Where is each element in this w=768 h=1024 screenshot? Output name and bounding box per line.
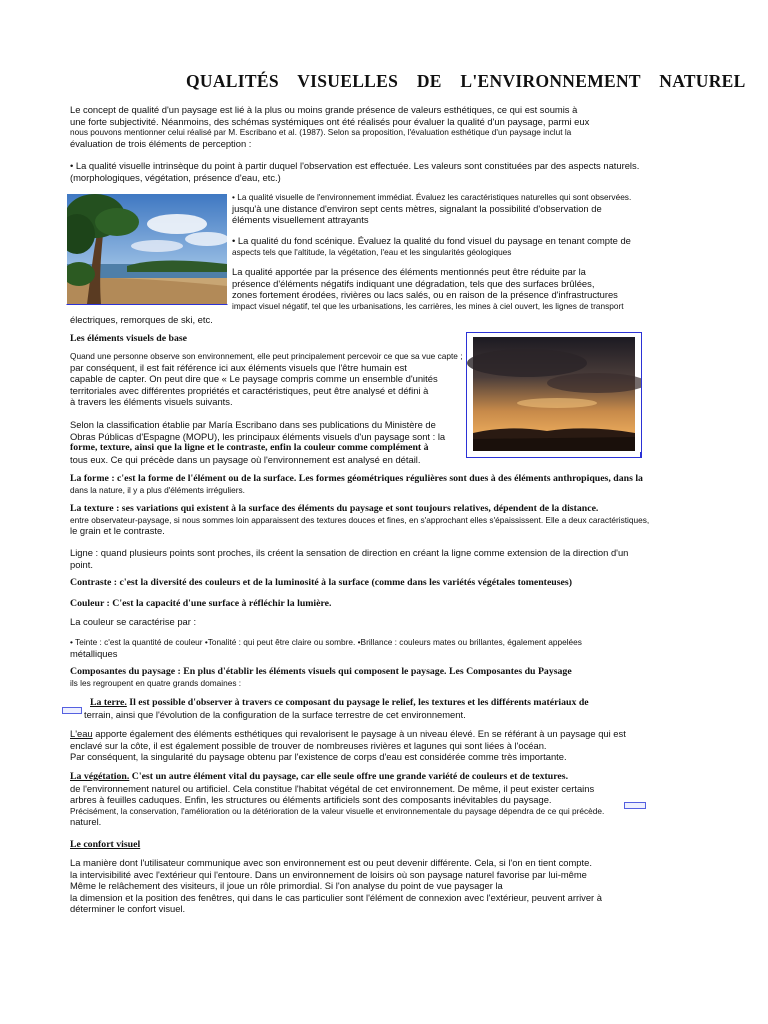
page-title: QUALITÉS VISUELLES DE L'ENVIRONNEMENT NATUREL bbox=[186, 71, 746, 91]
contraste-line: Contraste : c'est la diversité des couleurs et de la luminosité à la surface (comme dans les variétés végétales tomenteuses) bbox=[70, 577, 572, 588]
text-line: Par conséquent, la singularité du paysage obtenu par l'existence de corps d'eau est considérée comme très importante. bbox=[70, 751, 567, 763]
beach-tree-image bbox=[67, 194, 227, 304]
text-line: jusqu'à une distance d'environ sept cents mètres, signalant la possibilité d'observation de bbox=[232, 202, 602, 214]
text-line: Obras Públicas d'Espagne (MOPU), les principaux éléments visuels d'un paysage sont : la bbox=[70, 430, 446, 442]
text-line: Même le relâchement des visiteurs, il joue un rôle primordial. Si l'on analyse du point de vue paysager la bbox=[70, 880, 503, 892]
eau-paragraph bbox=[70, 728, 638, 763]
text-line: éléments visuellement attrayants bbox=[232, 214, 369, 226]
bullet-intrinsic bbox=[70, 160, 642, 183]
text-line: • La qualité visuelle intrinsèque du point à partir duquel l'observation est effectuée. Les valeurs sont constituées par des aspects naturels. bbox=[70, 160, 640, 171]
text-line: Il est possible d'observer à travers ce composant du paysage le relief, les textures et les différents matériaux de bbox=[126, 697, 589, 708]
couleur-line: Couleur : C'est la capacité d'une surface à réfléchir la lumière. bbox=[70, 598, 332, 609]
text-line: La texture : ses variations qui existent à la surface des éléments du paysage et sont toujours relatives, dépendent de la distance. bbox=[70, 503, 599, 514]
text-line: Le concept de qualité d'un paysage est lié à la plus ou moins grande présence de valeurs esthétiques, ce qui est soumis à bbox=[70, 104, 578, 115]
text-line: La forme : c'est la forme de l'élément ou de la surface. Les formes géométriques régulières sont dues à des éléments anthropiques, dans la bbox=[70, 473, 643, 484]
link-marker[interactable] bbox=[624, 802, 646, 809]
degradation-paragraph bbox=[232, 266, 652, 311]
teinte-paragraph bbox=[70, 637, 650, 659]
classification-paragraph bbox=[70, 419, 470, 465]
text-line: une forte subjectivité. Néanmoins, des schémas systémiques ont été réalisés pour évaluer la qualité d'un paysage, parmi eux bbox=[70, 115, 590, 127]
text-line: • Teinte : c'est la quantité de couleur •Tonalité : qui peut être claire ou sombre. •Brillance : couleurs mates ou brillantes, également appelées bbox=[70, 637, 582, 647]
terre-lead: La terre. bbox=[90, 697, 127, 708]
terre-paragraph bbox=[90, 697, 650, 709]
text-line: impact visuel négatif, tel que les urbanisations, les carrières, les mines à ciel ouvert, les lignes de transport bbox=[232, 300, 624, 311]
vegetation-paragraph bbox=[70, 771, 642, 828]
eau-lead: L'eau bbox=[70, 728, 93, 739]
text-line: nous pouvons mentionner celui réalisé par M. Escribano et al. (1987). Selon sa proposition, l'évaluation esthétique d'un paysage inclut la bbox=[70, 127, 572, 138]
text-line: Composantes du paysage : En plus d'établir les éléments visuels qui composent le paysage. Les Composantes du Paysage bbox=[70, 666, 572, 677]
bullet-immediate bbox=[232, 192, 652, 226]
section-heading-confort: Le confort visuel bbox=[70, 839, 141, 850]
text-line: évaluation de trois éléments de perception : bbox=[70, 137, 252, 149]
text-line: Ligne : quand plusieurs points sont proches, ils créent la sensation de direction en créant la ligne comme extension de la direction d'un bbox=[70, 547, 629, 558]
section-heading-elements: Les éléments visuels de base bbox=[70, 333, 188, 344]
text-line: forme, texture, ainsi que la ligne et le contraste, enfin la couleur comme complément à bbox=[70, 442, 429, 454]
text-line: • La qualité du fond scénique. Évaluez la qualité du fond visuel du paysage en tenant compte de bbox=[232, 235, 631, 246]
text-line: Selon la classification établie par María Escribano dans ses publications du Ministère de bbox=[70, 419, 436, 430]
text-line: dans la nature, il y a plus d'éléments irréguliers. bbox=[70, 484, 245, 495]
link-marker[interactable] bbox=[62, 707, 82, 714]
text-line: métalliques bbox=[70, 647, 118, 659]
elements-paragraph bbox=[70, 351, 470, 408]
text-line: Précisément, la conservation, l'amélioration ou la détérioration de la valeur visuelle et environnementale du paysage dépendra de ce qui précède. bbox=[70, 805, 605, 816]
composantes-paragraph bbox=[70, 666, 650, 688]
text-line: enclavé sur la côte, il est également possible de trouver de nombreuses rivières et lagunes qui sont liées à l'océan. bbox=[70, 739, 547, 751]
text-line: • La qualité visuelle de l'environnement immédiat. Évaluez les caractéristiques naturelles qui sont observées. bbox=[232, 192, 632, 202]
text-line: capable de capter. On peut dire que « Le paysage compris comme un ensemble d'unités bbox=[70, 373, 438, 385]
text-line: tous eux. Ce qui précède dans un paysage où l'environnement est analysé en détail. bbox=[70, 453, 421, 465]
text-line: électriques, remorques de ski, etc. bbox=[70, 314, 213, 325]
sunset-landscape-photo bbox=[466, 332, 642, 458]
text-line: ils les regroupent en quatre grands domaines : bbox=[70, 677, 242, 688]
couleur-caracterise: La couleur se caractérise par : bbox=[70, 616, 197, 627]
text-line: par conséquent, il est fait référence ici aux éléments visuels que l'être humain est bbox=[70, 361, 407, 373]
text-line: présence d'éléments négatifs indiquant une dégradation, tels que des surfaces brûlées, bbox=[232, 277, 595, 289]
beach-tree-photo bbox=[66, 193, 228, 305]
text-line: la dimension et la position des fenêtres, qui dans le cas particulier sont l'élément de connexion avec l'extérieur, peuvent arriver à bbox=[70, 891, 603, 903]
text-line: apporte également des éléments esthétiques qui revalorisent le paysage à un niveau élevé. En se référant à un paysage qui est bbox=[92, 728, 626, 739]
text-line: de l'environnement naturel ou artificiel. Cela constitue l'habitat végétal de cet environnement. De même, il peut exister certains bbox=[70, 782, 595, 794]
text-line: territoriales avec différentes propriétés et caractéristiques, peut être analysé et défini à bbox=[70, 384, 429, 396]
text-line: arbres à feuilles caduques. Enfin, les structures ou éléments artificiels sont des composants inévitables du paysage. bbox=[70, 794, 552, 806]
text-line: terrain, ainsi que l'évolution de la configuration de la surface terrestre de cet environnement. bbox=[84, 709, 466, 720]
text-line: le grain et le contraste. bbox=[70, 525, 165, 537]
text-line: aspects tels que l'altitude, la végétation, l'eau et les singularités géologiques bbox=[232, 246, 512, 257]
text-line: La qualité apportée par la présence des éléments mentionnés peut être réduite par la bbox=[232, 266, 586, 277]
text-line: Quand une personne observe son environnement, elle peut principalement percevoir ce que sa vue capte ; bbox=[70, 351, 463, 361]
bullet-scenic bbox=[232, 235, 652, 257]
image-anchor-mark bbox=[640, 452, 642, 458]
text-line: zones fortement érodées, rivières ou lacs salés, ou en raison de la présence d'infrastructures bbox=[232, 289, 618, 301]
sunset-image bbox=[467, 333, 641, 457]
text-line: naturel. bbox=[70, 816, 102, 828]
vegetation-lead: La végétation. bbox=[70, 771, 130, 782]
text-line: C'est un autre élément vital du paysage, car elle seule offre une grande variété de couleurs et de textures. bbox=[129, 771, 569, 782]
intro-paragraph bbox=[70, 104, 642, 149]
text-line: la intervisibilité avec l'extérieur qui l'entoure. Dans un environnement de loisirs où son paysage naturel favorise par lui-même bbox=[70, 868, 587, 880]
forme-paragraph bbox=[70, 473, 650, 495]
text-line: à travers les éléments visuels suivants. bbox=[70, 396, 233, 408]
texture-paragraph bbox=[70, 503, 650, 537]
text-line: déterminer le confort visuel. bbox=[70, 903, 186, 915]
ligne-paragraph bbox=[70, 547, 650, 570]
text-line: La manière dont l'utilisateur communique avec son environnement est ou peut devenir différente. Cela, si l'on en tient compte. bbox=[70, 857, 592, 868]
text-line: (morphologiques, végétation, présence d'eau, etc.) bbox=[70, 171, 281, 183]
text-line: point. bbox=[70, 558, 93, 570]
confort-paragraph bbox=[70, 857, 642, 915]
text-line: entre observateur-paysage, si nous sommes loin apparaissent des textures douces et fines, en s'approchant elles s'épaississent. Elle a deux caractéristiques, bbox=[70, 514, 650, 525]
